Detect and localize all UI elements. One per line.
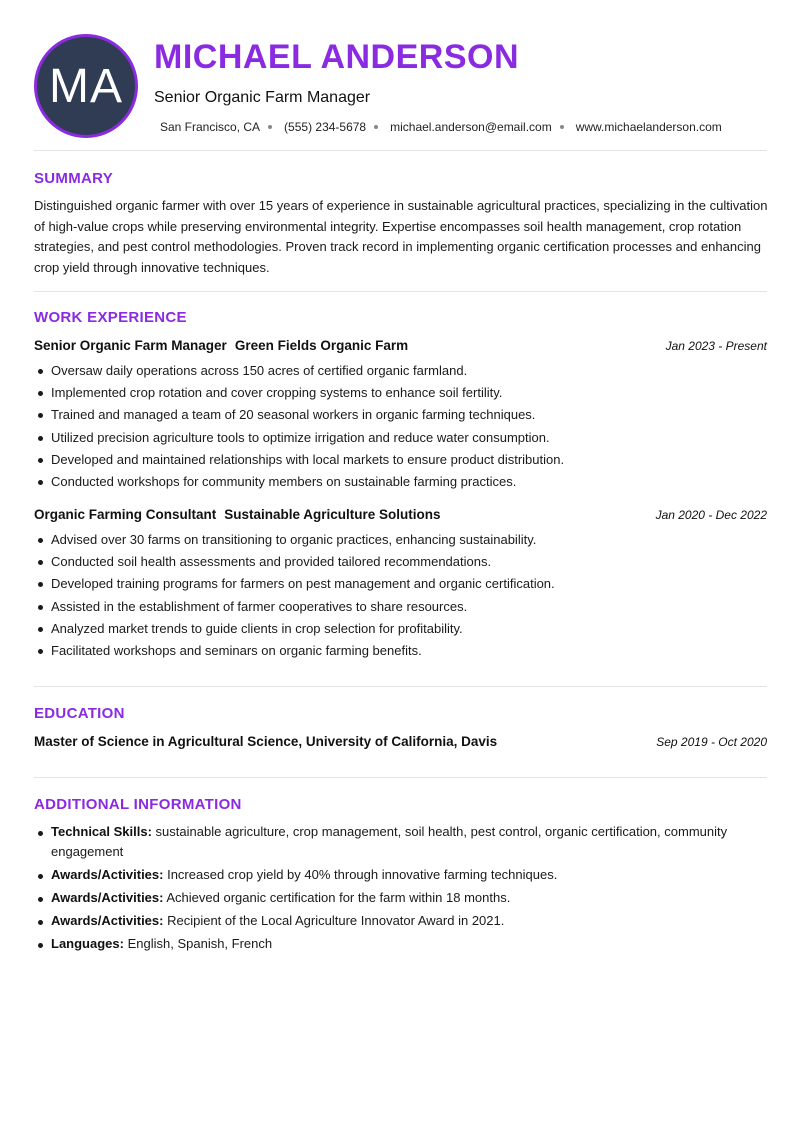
list-item: [34, 822, 767, 861]
item-label: Awards/Activities:: [51, 912, 164, 928]
job-dates: Jan 2020 - Dec 2022: [655, 508, 767, 522]
list-item: [34, 888, 767, 908]
education-degree: Master of Science in Agricultural Science, University of California, Davis: [34, 734, 498, 749]
list-item: [34, 934, 767, 954]
additional-heading: ADDITIONAL INFORMATION: [34, 796, 242, 813]
item-label: Languages:: [51, 935, 124, 951]
list-item: Facilitated workshops and seminars on organic farming benefits.: [34, 640, 767, 662]
avatar-initials: MA: [49, 59, 123, 113]
education-entry: [34, 734, 767, 749]
divider: [34, 291, 767, 292]
contact-phone: (555) 234-5678: [284, 120, 367, 134]
job-title-line: [34, 338, 408, 353]
item-text: English, Spanish, French: [127, 935, 273, 951]
resume-header: [0, 0, 800, 150]
dot-separator-icon: [374, 125, 378, 129]
list-item: Oversaw daily operations across 150 acres of certified organic farmland.: [34, 360, 767, 382]
job-dates: Jan 2023 - Present: [665, 339, 767, 353]
job-header: [34, 507, 767, 522]
job-role: Senior Organic Farm Manager: [34, 338, 227, 353]
item-text: Increased crop yield by 40% through innovative farming techniques.: [167, 866, 558, 882]
dot-separator-icon: [268, 125, 272, 129]
job-role: Organic Farming Consultant: [34, 507, 217, 522]
divider: [34, 777, 767, 778]
list-item: Analyzed market trends to guide clients in crop selection for profitability.: [34, 618, 767, 640]
list-item: Conducted soil health assessments and provided tailored recommendations.: [34, 551, 767, 573]
job-title-line: [34, 507, 441, 522]
contact-email[interactable]: michael.anderson@email.com: [390, 120, 552, 134]
list-item: Implemented crop rotation and cover cropping systems to enhance soil fertility.: [34, 382, 767, 404]
divider: [34, 686, 767, 687]
list-item: Advised over 30 farms on transitioning to organic practices, enhancing sustainability.: [34, 529, 767, 551]
job-company: Green Fields Organic Farm: [234, 338, 409, 353]
list-item: Assisted in the establishment of farmer cooperatives to share resources.: [34, 596, 767, 618]
contact-website[interactable]: www.michaelanderson.com: [575, 120, 722, 134]
experience-heading: WORK EXPERIENCE: [34, 309, 187, 326]
item-text: Recipient of the Local Agriculture Innovator Award in 2021.: [167, 912, 505, 928]
job-company: Sustainable Agriculture Solutions: [224, 507, 441, 522]
summary-heading: SUMMARY: [34, 170, 114, 187]
education-dates: Sep 2019 - Oct 2020: [656, 735, 767, 749]
additional-list: [34, 822, 767, 957]
contact-bar: [160, 120, 722, 134]
summary-text: Distinguished organic farmer with over 15 years of experience in sustainable agricultural practices, specializing in the cultivation of high-value crops while preserving environmental integrity. Expertise encompasses soil health management, crop rotation strategies, and pest control methodologies. Proven track record in implementing organic certification processes and enhancing crop yield through innovative techniques.: [34, 198, 768, 275]
item-label: Awards/Activities:: [51, 866, 164, 882]
job-header: [34, 338, 767, 353]
list-item: Utilized precision agriculture tools to optimize irrigation and reduce water consumption.: [34, 427, 767, 449]
item-text: Achieved organic certification for the farm within 18 months.: [166, 889, 511, 905]
list-item: [34, 865, 767, 885]
list-item: Developed training programs for farmers on pest management and organic certification.: [34, 573, 767, 595]
job-bullets: [34, 529, 767, 662]
item-label: Awards/Activities:: [51, 889, 164, 905]
item-label: Technical Skills:: [51, 824, 152, 839]
contact-location: San Francisco, CA: [160, 120, 261, 134]
list-item: [34, 911, 767, 931]
list-item: Trained and managed a team of 20 seasonal workers in organic farming techniques.: [34, 404, 767, 426]
education-heading: EDUCATION: [34, 705, 125, 722]
divider: [34, 150, 767, 151]
item-text: sustainable agriculture, crop management, soil health, pest control, organic certification, community engagement: [51, 824, 728, 859]
dot-separator-icon: [560, 125, 564, 129]
list-item: Developed and maintained relationships with local markets to ensure product distribution.: [34, 449, 767, 471]
list-item: Conducted workshops for community members on sustainable farming practices.: [34, 471, 767, 493]
candidate-name: MICHAEL ANDERSON: [154, 38, 520, 76]
job-bullets: [34, 360, 767, 493]
avatar: [34, 34, 138, 138]
candidate-title: Senior Organic Farm Manager: [154, 89, 371, 106]
